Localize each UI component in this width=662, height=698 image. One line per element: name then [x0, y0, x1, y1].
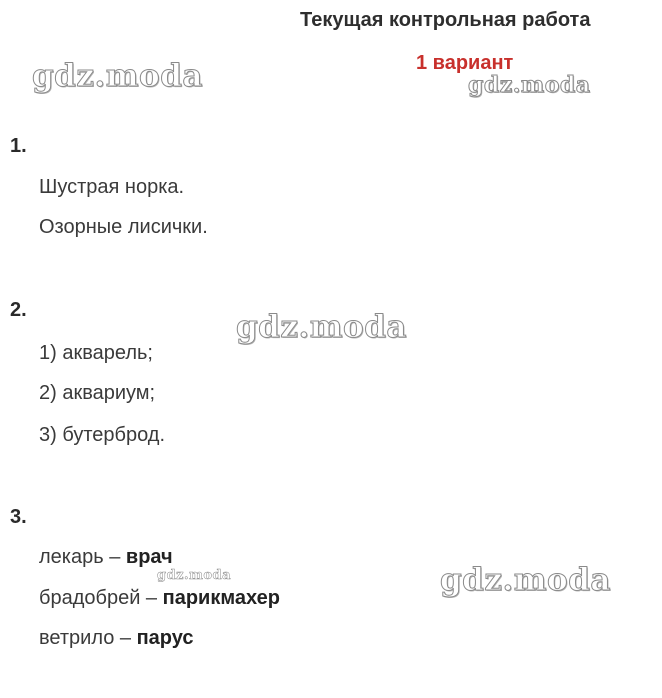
task-number: 3. [10, 506, 27, 528]
synonym-pair [39, 627, 194, 650]
synonym-word: лекарь [39, 546, 104, 568]
answer-line: 3) бутерброд. [39, 424, 166, 446]
watermark-logo: gdz.moda [157, 568, 232, 583]
answer-line: Шустрая норка. [39, 176, 185, 198]
watermark-logo: gdz.moda [468, 72, 591, 98]
watermark-logo: gdz.moda [236, 309, 407, 345]
synonym-answer: врач [125, 546, 173, 568]
answer-line: Озорные лисички. [39, 216, 208, 238]
synonym-pair [39, 546, 173, 569]
watermark-logo: gdz.moda [440, 562, 611, 598]
task-number: 2. [10, 299, 27, 321]
synonym-word: брадобрей [39, 587, 141, 609]
dash: – [103, 546, 126, 568]
synonym-answer: парус [136, 627, 194, 649]
synonym-pair [39, 587, 280, 610]
page-title: Текущая контрольная работа [300, 9, 591, 31]
answer-line: 1) акварель; [39, 342, 153, 364]
answer-line: 2) аквариум; [39, 382, 156, 404]
synonym-answer: парикмахер [162, 587, 280, 609]
task-number: 1. [10, 135, 27, 157]
variant-label: 1 вариант [416, 52, 514, 74]
watermark-logo: gdz.moda [32, 58, 203, 94]
dash: – [140, 587, 163, 609]
dash: – [114, 627, 137, 649]
synonym-word: ветрило [39, 627, 115, 649]
